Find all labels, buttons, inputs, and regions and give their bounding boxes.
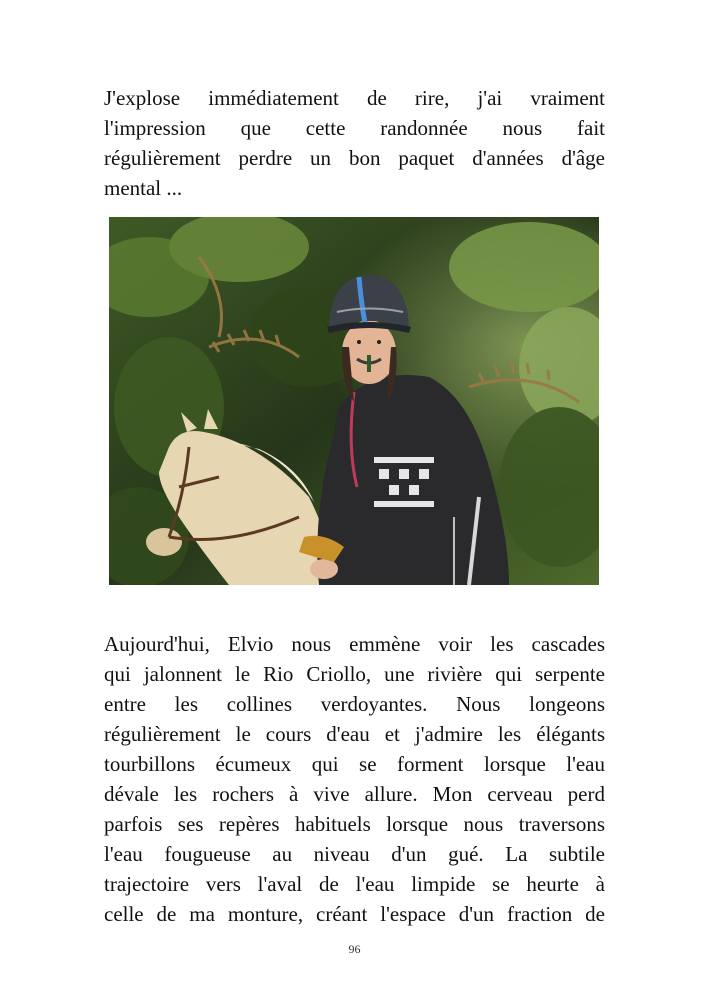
paragraph-line: dévale les rochers à vive allure. Mon cerveau perd bbox=[104, 782, 605, 806]
paragraph-line: l'eau fougueuse au niveau d'un gué. La subtile bbox=[104, 842, 605, 866]
paragraph-line: mental ... bbox=[104, 176, 183, 200]
paragraph-line: parfois ses repères habituels lorsque nous traversons bbox=[104, 812, 605, 836]
horse-riding-photo bbox=[109, 217, 599, 585]
page-number: 96 bbox=[348, 942, 361, 956]
paragraph-line: trajectoire vers l'aval de l'eau limpide se heurte à bbox=[104, 872, 605, 896]
paragraph-line: régulièrement perdre un bon paquet d'années d'âge bbox=[104, 146, 605, 170]
paragraph-line: régulièrement le cours d'eau et j'admire les élégants bbox=[104, 722, 605, 746]
paragraph-line: J'explose immédiatement de rire, j'ai vraiment bbox=[104, 86, 605, 110]
paragraph-line: tourbillons écumeux qui se forment lorsque l'eau bbox=[104, 752, 605, 776]
paragraph-2 bbox=[104, 629, 605, 929]
paragraph-line: qui jalonnent le Rio Criollo, une rivière qui serpente bbox=[104, 662, 605, 686]
paragraph-1 bbox=[104, 83, 605, 203]
paragraph-line: entre les collines verdoyantes. Nous longeons bbox=[104, 692, 605, 716]
paragraph-line: celle de ma monture, créant l'espace d'un fraction de bbox=[104, 902, 605, 926]
paragraph-line: Aujourd'hui, Elvio nous emmène voir les cascades bbox=[104, 632, 605, 656]
paragraph-line: l'impression que cette randonnée nous fait bbox=[104, 116, 605, 140]
